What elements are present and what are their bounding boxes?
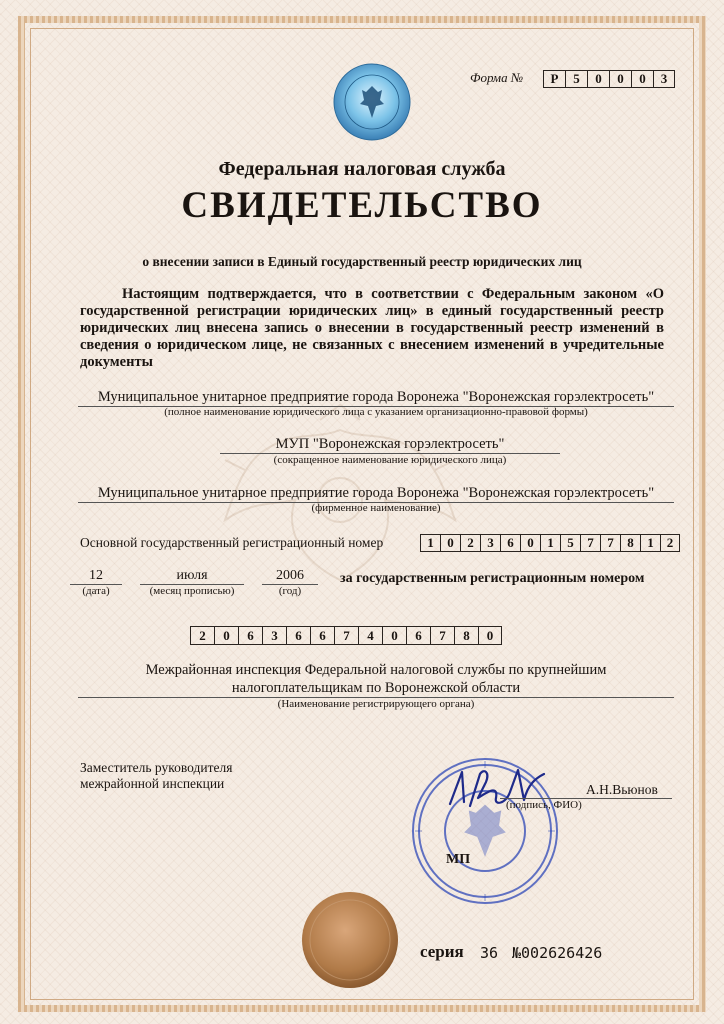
form-number-label: Форма №: [470, 70, 524, 85]
firm-name-field: Муниципальное унитарное предприятие города Воронежа "Воронежская горэлектросеть": [78, 485, 674, 503]
grn-digit-1: 0: [214, 626, 238, 645]
grn-digit-6: 7: [334, 626, 358, 645]
ogrn-digit-9: 7: [600, 534, 620, 552]
ogrn-boxes: [420, 534, 680, 552]
form-number-digit-1: 5: [565, 70, 587, 88]
authority-line-1: Межрайонная инспекция Федеральной налоговой службы по крупнейшим: [145, 662, 607, 678]
confirmation-paragraph: Настоящим подтверждается, что в соответствии с Федеральным законом «О государственной регистрации юридических лиц» в единый государственный реестр юридических лиц внесена запись о внесении в государственный реестр изменений в сведения о юридическом лице, не связанных с внесением изменений в учредительные документы: [80, 286, 664, 370]
ogrn-digit-0: 1: [420, 534, 440, 552]
authority-line-2: налогоплательщикам по Воронежской области: [78, 680, 674, 698]
ogrn-digit-2: 2: [460, 534, 480, 552]
ogrn-digit-5: 0: [520, 534, 540, 552]
ogrn-digit-11: 1: [640, 534, 660, 552]
grn-digit-3: 3: [262, 626, 286, 645]
stamp-place-label: МП: [446, 852, 471, 867]
grn-digit-0: 2: [190, 626, 214, 645]
signatory-position-line-2: межрайонной инспекции: [80, 776, 225, 791]
series-label: серия: [420, 942, 464, 961]
ogrn-digit-7: 5: [560, 534, 580, 552]
ogrn-label: Основной государственный регистрационный номер: [80, 535, 384, 550]
agency-title: Федеральная налоговая служба: [218, 158, 506, 180]
date-year-caption: (год): [278, 585, 302, 597]
grn-digit-8: 0: [382, 626, 406, 645]
gold-seal-icon: [300, 890, 400, 990]
short-name-caption: (сокращенное наименование юридического лица): [273, 454, 507, 466]
firm-name-caption: (фирменное наименование): [311, 502, 441, 514]
signatory-name: А.Н.Вьюнов: [586, 782, 658, 797]
grn-digit-4: 6: [286, 626, 310, 645]
date-day: 12: [70, 568, 122, 585]
grn-label: за государственным регистрационным номером: [340, 571, 645, 586]
authority-caption: (Наименование регистрирующего органа): [277, 698, 475, 710]
ogrn-digit-8: 7: [580, 534, 600, 552]
full-name-caption: (полное наименование юридического лица с указанием организационно-правовой формы): [164, 406, 588, 418]
form-number-digit-3: 0: [609, 70, 631, 88]
grn-digit-11: 8: [454, 626, 478, 645]
ogrn-digit-1: 0: [440, 534, 460, 552]
ogrn-digit-3: 3: [480, 534, 500, 552]
signatory-position: [80, 760, 232, 792]
signature-caption: (подпись, ФИО): [506, 799, 582, 811]
ogrn-digit-10: 8: [620, 534, 640, 552]
grn-digit-9: 6: [406, 626, 430, 645]
grn-digit-2: 6: [238, 626, 262, 645]
ogrn-digit-6: 1: [540, 534, 560, 552]
tax-service-hologram-icon: [332, 62, 412, 142]
form-number-digit-4: 0: [631, 70, 653, 88]
full-name-field: Муниципальное унитарное предприятие города Воронежа "Воронежская горэлектросеть": [78, 389, 674, 407]
date-year: 2006: [262, 568, 318, 585]
signatory-position-line-1: Заместитель руководителя: [80, 760, 233, 775]
ogrn-digit-4: 6: [500, 534, 520, 552]
form-number-digit-0: Р: [543, 70, 565, 88]
form-number-digit-2: 0: [587, 70, 609, 88]
form-number-boxes: [543, 70, 675, 88]
date-day-caption: (дата): [82, 585, 110, 597]
grn-digit-10: 7: [430, 626, 454, 645]
document-title: СВИДЕТЕЛЬСТВО: [181, 185, 543, 226]
series-number: 36: [480, 944, 499, 962]
grn-boxes: [190, 626, 502, 645]
form-number-digit-5: 3: [653, 70, 675, 88]
serial-number: №002626426: [512, 944, 603, 962]
grn-digit-5: 6: [310, 626, 334, 645]
grn-digit-7: 4: [358, 626, 382, 645]
document-subtitle: о внесении записи в Единый государственный реестр юридических лиц: [142, 254, 582, 269]
date-month-caption: (месяц прописью): [149, 585, 235, 597]
date-month: июля: [140, 568, 244, 585]
ogrn-digit-12: 2: [660, 534, 680, 552]
short-name-field: МУП "Воронежская горэлектросеть": [220, 436, 560, 454]
grn-digit-12: 0: [478, 626, 502, 645]
